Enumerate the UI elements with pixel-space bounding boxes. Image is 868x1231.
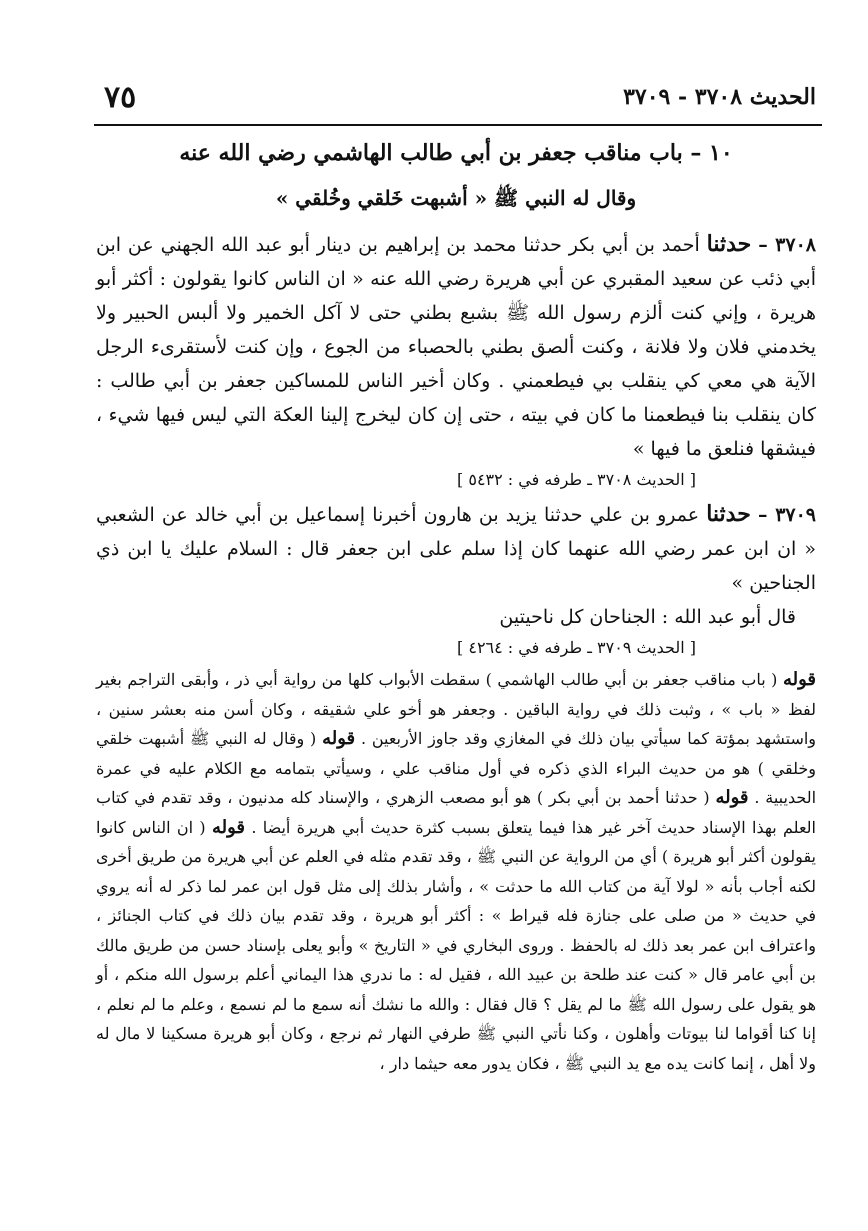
page-number: ٧٥ bbox=[104, 80, 137, 115]
page-body bbox=[96, 140, 816, 1078]
commentary-text: ( وقال له النبي ﷺ أشبهت خلقي وخلقي ) هو من حديث البراء الذي ذكره في أول مناقب علي ، وسيأتي بتمامه مع الكلام عليه في عمرة الحديبية . bbox=[96, 729, 817, 807]
running-head: الحديث ٣٧٠٨ - ٣٧٠٩ bbox=[623, 84, 816, 110]
page-header bbox=[96, 80, 816, 120]
hadith-3709 bbox=[96, 497, 816, 600]
commentary-text: ( حدثنا أحمد بن أبي بكر ) هو أبو مصعب الزهري ، والإسناد كله مدنيون ، وقد تقدم في كتاب العلم بهذا الإسناد حديث آخر غير هذا فيما يتعلق بسبب كثرة حديث أبي هريرة أيضا . bbox=[96, 788, 817, 837]
commentary-lead: قوله bbox=[715, 787, 749, 808]
hadith-text: أحمد بن أبي بكر حدثنا محمد بن إبراهيم بن دينار أبو عبد الله الجهني عن ابن أبي ذئب عن سعيد المقبري عن أبي هريرة رضي الله عنه « ان الناس كانوا يقولون : أكثر أبو هريرة ، وإني كنت ألزم رسول الله ﷺ بشبع بطني حتى لا آكل الخمير ولا ألبس الحبير ولا يخدمني فلان ولا فلانة ، وكنت ألصق بطني بالحصباء من الجوع ، وإن كنت لأستقرىء الرجل الآية هي معي كي ينقلب بي فيطعمني . وكان أخير الناس للمساكين جعفر بن أبي طالب : كان ينقلب بنا فيطعمنا ما كان في بيته ، حتى إن كان ليخرج إلينا العكة التي ليس فيها شيء ، فيشقها فنلعق ما فيها » bbox=[96, 234, 816, 460]
commentary-lead: قوله bbox=[322, 728, 356, 749]
commentary-block bbox=[96, 665, 816, 1078]
commentary-lead: قوله bbox=[782, 669, 816, 690]
hadith-cross-reference: [ الحديث ٣٧٠٩ ـ طرفه في : ٤٢٦٤ ] bbox=[457, 638, 696, 657]
chapter-quote: وقال له النبي ﷺ « أشبهت خَلقي وخُلقي » bbox=[275, 186, 637, 210]
commentary-text: ( باب مناقب جعفر بن أبي طالب الهاشمي ) سقطت الأبواب كلها من رواية أبي ذر ، وأبقى التراجم بغير لفظ « باب » ، وثبت ذلك في رواية الباقين . وجعفر هو أخو علي شقيقه ، وكان أسن منه بعشر سنين ، واستشهد بمؤتة كما سيأتي بيان ذلك في المغازي وقد جاوز الأربعين . bbox=[96, 670, 817, 748]
hadith-cross-reference: [ الحديث ٣٧٠٨ ـ طرفه في : ٥٤٣٢ ] bbox=[457, 470, 696, 489]
haddatha-lead: حدثنا bbox=[706, 231, 752, 257]
hadith-number: ٣٧٠٩ – bbox=[757, 504, 817, 526]
commentary-text: ( ان الناس كانوا يقولون أكثر أبو هريرة ) أي من الرواية عن النبي ﷺ ، وقد تقدم مثله في العلم عن أبي هريرة من طريق أخرى لكنه أجاب بأنه « لولا آية من كتاب الله ما حدثت » ، وأشار بذلك إلى مثل قول ابن عمر لما ذكر له أنه يروي في حديث « من صلى على جنازة فله قيراط » : أكثر أبو هريرة ، وقد تقدم بيان ذلك في كتاب الجنائز ، واعتراف ابن عمر بعد ذلك له بالحفظ . وروى البخاري في « التاريخ » وأبو يعلى بإسناد حسن من طريق مالك بن أبي عامر قال « كنت عند طلحة بن عبيد الله ، فقيل له : ما ندري هذا اليماني أعلم برسول الله منكم ، أو هو يقول على رسول الله ﷺ ما لم يقل ؟ قال فقال : والله ما نشك أنه سمع ما لم نسمع ، وعلم ما لم نعلم ، إنا كنا أقواما لنا بيوتات وأهلون ، وكنا نأتي النبي ﷺ طرفي النهار ثم نرجع ، وكان أبو هريرة مسكينا لا مال له ولا أهل ، إنما كانت يده مع يد النبي ﷺ ، فكان يدور معه حيثما دار ، bbox=[96, 817, 817, 1073]
chapter-heading: ١٠ – باب مناقب جعفر بن أبي طالب الهاشمي رضي الله عنه bbox=[179, 140, 733, 166]
header-rule bbox=[94, 124, 822, 126]
commentary-lead: قوله bbox=[211, 816, 245, 838]
hadith-text: عمرو بن علي حدثنا يزيد بن هارون أخبرنا إسماعيل بن أبي خالد عن الشعبي « ان ابن عمر رضي الله عنهما كان إذا سلم على ابن جعفر قال : السلام عليك يا ابن ذي الجناحين » bbox=[96, 504, 816, 594]
author-note: قال أبو عبد الله : الجناحان كل ناحيتين bbox=[499, 606, 796, 628]
hadith-number: ٣٧٠٨ – bbox=[758, 234, 816, 256]
haddatha-lead: حدثنا bbox=[706, 501, 751, 527]
hadith-3708 bbox=[96, 227, 816, 466]
